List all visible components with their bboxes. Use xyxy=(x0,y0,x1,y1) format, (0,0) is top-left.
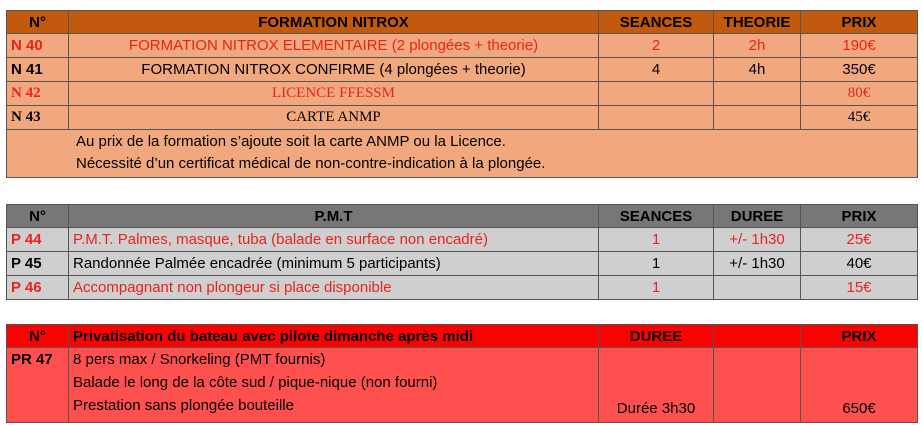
privatisation-header-row xyxy=(7,325,918,348)
nitrox-header-theorie: THEORIE xyxy=(714,11,801,34)
row-prix: 650€ xyxy=(801,348,918,423)
row-seances: 1 xyxy=(599,276,714,300)
row-seances: 4 xyxy=(599,58,714,82)
row-prix: 40€ xyxy=(801,252,918,276)
pmt-header-duree: DUREE xyxy=(714,205,801,228)
nitrox-header-prix: PRIX xyxy=(801,11,918,34)
pmt-header-prix: PRIX xyxy=(801,205,918,228)
row-label xyxy=(69,348,599,423)
row-theorie: 4h xyxy=(714,58,801,82)
table-row xyxy=(7,58,918,82)
priv-header-spacer xyxy=(714,325,801,348)
note-line-1: Au prix de la formation s’ajoute soit la carte ANMP ou la Licence. xyxy=(76,133,506,150)
row-label: LICENCE FFESSM xyxy=(69,82,599,106)
row-num: P 44 xyxy=(7,228,69,252)
row-seances: 1 xyxy=(599,252,714,276)
pmt-table xyxy=(6,204,918,300)
row-label: Accompagnant non plongeur si place disponible xyxy=(69,276,599,300)
row-prix: 15€ xyxy=(801,276,918,300)
row-num: N 40 xyxy=(7,34,69,58)
row-prix: 45€ xyxy=(801,106,918,130)
row-num: P 46 xyxy=(7,276,69,300)
nitrox-header-seances: SEANCES xyxy=(599,11,714,34)
priv-line-1: 8 pers max / Snorkeling (PMT fournis) xyxy=(73,351,326,368)
table-row xyxy=(7,252,918,276)
pmt-header-num: N° xyxy=(7,205,69,228)
row-prix: 80€ xyxy=(801,82,918,106)
table-row xyxy=(7,348,918,423)
row-label: CARTE ANMP xyxy=(69,106,599,130)
row-num: N 41 xyxy=(7,58,69,82)
table-row xyxy=(7,82,918,106)
row-label: P.M.T. Palmes, masque, tuba (balade en surface non encadré) xyxy=(69,228,599,252)
row-num: P 45 xyxy=(7,252,69,276)
row-duree: +/- 1h30 xyxy=(714,252,801,276)
row-duree xyxy=(714,276,801,300)
priv-header-title: Privatisation du bateau avec pilote dimanche après midi xyxy=(69,325,599,348)
pmt-header-title: P.M.T xyxy=(69,205,599,228)
row-theorie: 2h xyxy=(714,34,801,58)
pmt-header-seances: SEANCES xyxy=(599,205,714,228)
priv-header-num: N° xyxy=(7,325,69,348)
row-duree: +/- 1h30 xyxy=(714,228,801,252)
row-duree: Durée 3h30 xyxy=(599,348,714,423)
table-row xyxy=(7,106,918,130)
pmt-header-row xyxy=(7,205,918,228)
row-prix: 25€ xyxy=(801,228,918,252)
row-seances xyxy=(599,106,714,130)
row-prix: 350€ xyxy=(801,58,918,82)
row-spacer xyxy=(714,348,801,423)
privatisation-table xyxy=(6,324,918,423)
row-prix: 190€ xyxy=(801,34,918,58)
row-label: FORMATION NITROX CONFIRME (4 plongées + theorie) xyxy=(69,58,599,82)
row-seances xyxy=(599,82,714,106)
note-line-2: Nécessité d’un certificat médical de non-contre-indication à la plongée. xyxy=(76,155,546,172)
row-seances: 2 xyxy=(599,34,714,58)
row-num: N 43 xyxy=(7,106,69,130)
priv-header-duree: DUREE xyxy=(599,325,714,348)
nitrox-header-num: N° xyxy=(7,11,69,34)
row-label: Randonnée Palmée encadrée (minimum 5 participants) xyxy=(69,252,599,276)
row-theorie xyxy=(714,82,801,106)
nitrox-header-title: FORMATION NITROX xyxy=(69,11,599,34)
priv-header-prix: PRIX xyxy=(801,325,918,348)
row-theorie xyxy=(714,106,801,130)
table-row xyxy=(7,276,918,300)
priv-line-3: Prestation sans plongée bouteille xyxy=(73,397,294,414)
table-row xyxy=(7,34,918,58)
priv-line-2: Balade le long de la côte sud / pique-nique (non fourni) xyxy=(73,374,438,391)
row-seances: 1 xyxy=(599,228,714,252)
nitrox-header-row xyxy=(7,11,918,34)
row-num: PR 47 xyxy=(7,348,69,423)
nitrox-table xyxy=(6,10,918,178)
nitrox-note xyxy=(7,130,918,178)
nitrox-note-row xyxy=(7,130,918,178)
row-num: N 42 xyxy=(7,82,69,106)
table-row xyxy=(7,228,918,252)
row-label: FORMATION NITROX ELEMENTAIRE (2 plongées + theorie) xyxy=(69,34,599,58)
